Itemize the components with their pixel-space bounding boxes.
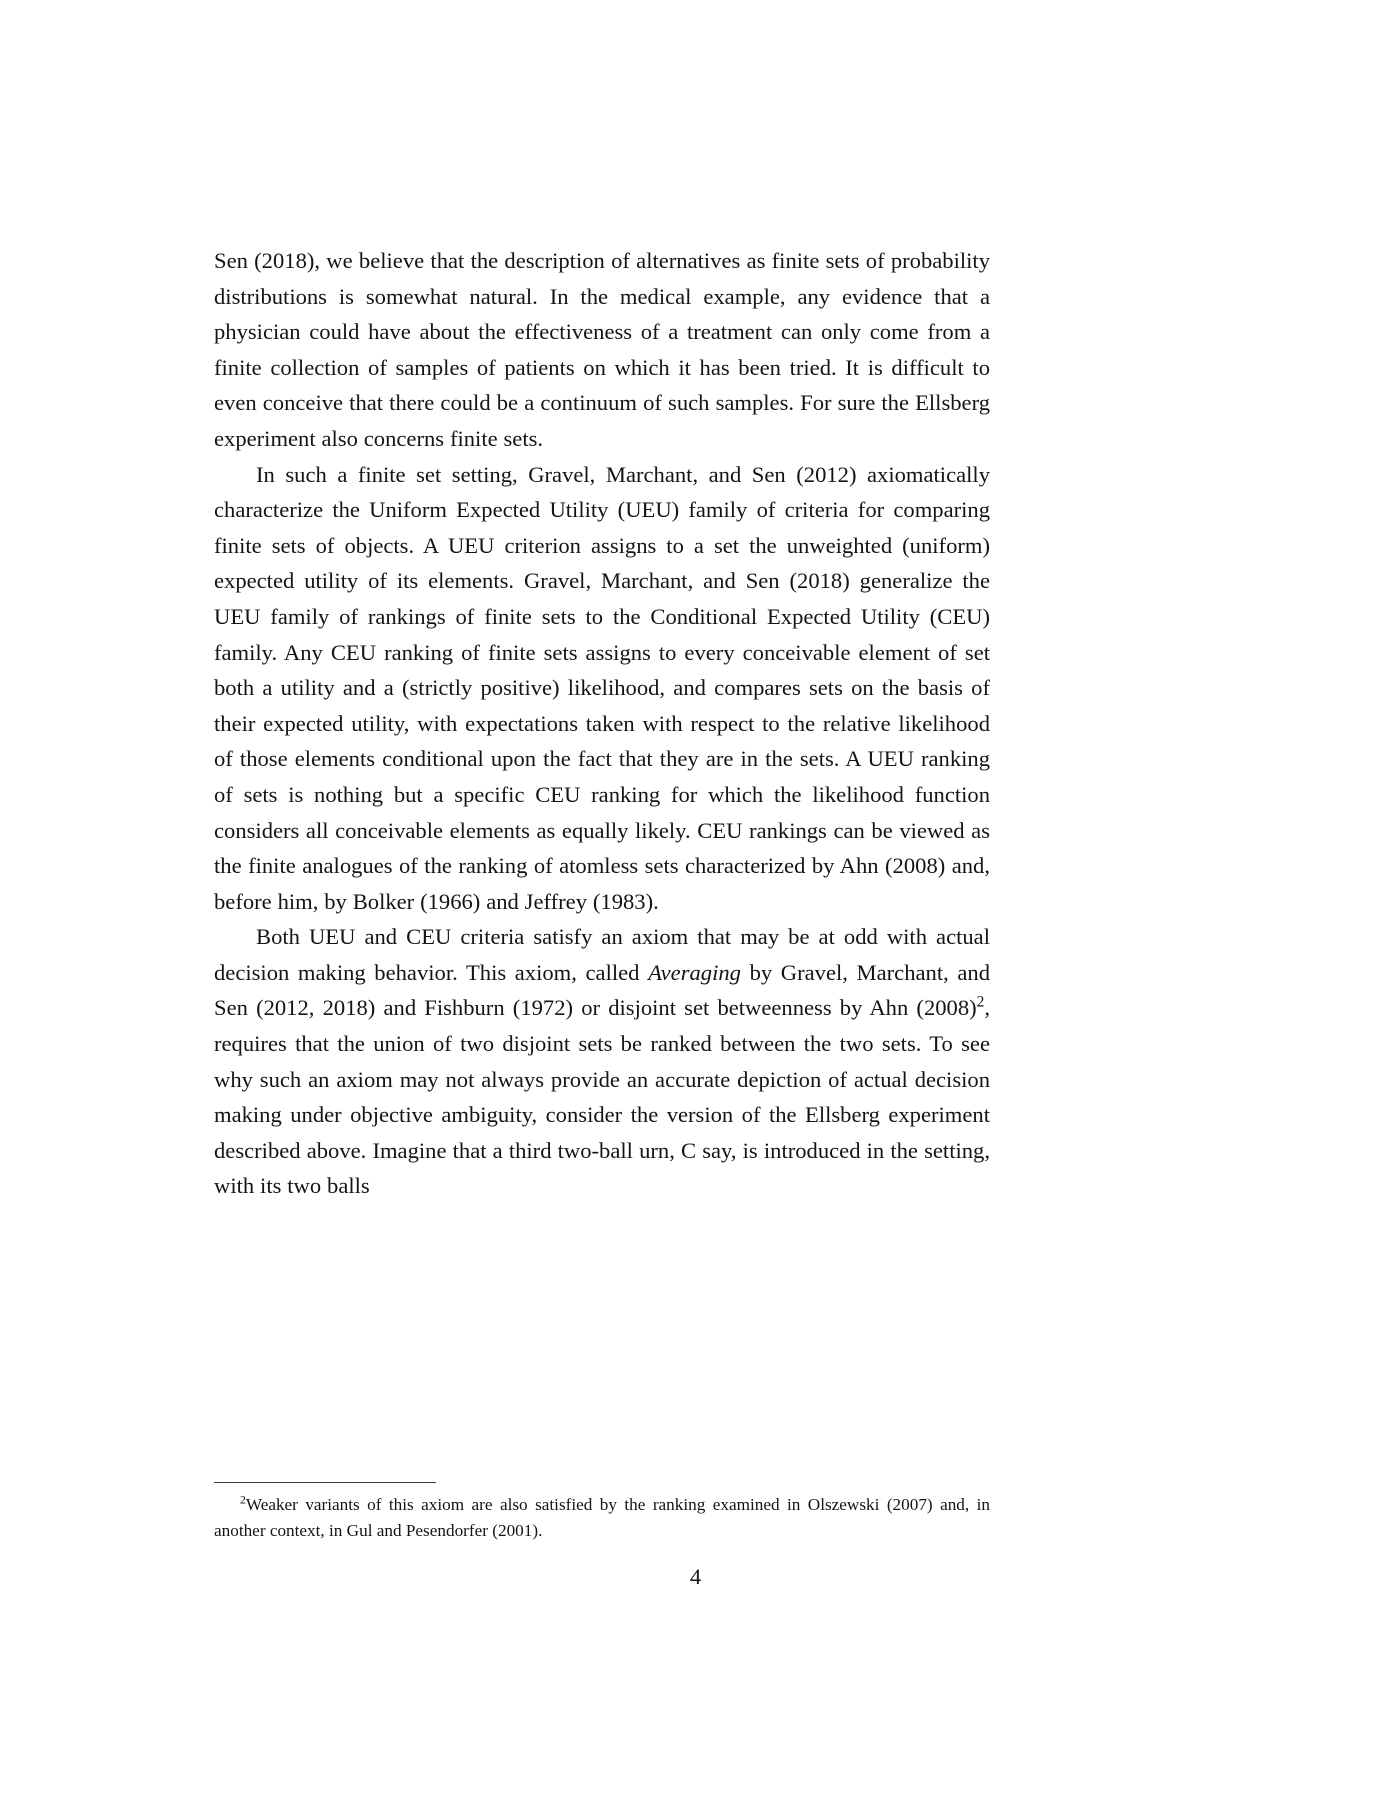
footnote-separator-rule (214, 1482, 436, 1483)
main-text-column (214, 243, 990, 1204)
paragraph-3-segment-1: Both UEU and CEU criteria satisfy an axiom that may be at odd with actual decision making behavior. This axiom, called (214, 924, 990, 985)
footnote-body-text: Weaker variants of this axiom are also satisfied by the ranking examined in Olszewski (2007) and, in another context, in Gul and Pesendorfer (2001). (214, 1495, 990, 1540)
footnote-entry (214, 1492, 990, 1543)
paragraph-2: In such a finite set setting, Gravel, Marchant, and Sen (2012) axiomatically characterize the Uniform Expected Utility (UEU) family of criteria for comparing finite sets of objects. A UEU criterion assigns to a set the unweighted (uniform) expected utility of its elements. Gravel, Marchant, and Sen (2018) generalize the UEU family of rankings of finite sets to the Conditional Expected Utility (CEU) family. Any CEU ranking of finite sets assigns to every conceivable element of set both a utility and a (strictly positive) likelihood, and compares sets on the basis of their expected utility, with expectations taken with respect to the relative likelihood of those elements conditional upon the fact that they are in the sets. A UEU ranking of sets is nothing but a specific CEU ranking for which the likelihood function considers all conceivable elements as equally likely. CEU rankings can be viewed as the finite analogues of the ranking of atomless sets characterized by Ahn (2008) and, before him, by Bolker (1966) and Jeffrey (1983). (214, 461, 990, 914)
footnote-reference-marker[interactable]: 2 (976, 993, 985, 1011)
paragraph-3 (214, 919, 990, 1204)
footnote-number: 2 (240, 1493, 246, 1507)
page-number: 4 (689, 1564, 702, 1589)
footnote-block (214, 1482, 990, 1543)
paragraph-3-segment-3: , requires that the union of two disjoint sets be ranked between the two sets. To see why such an axiom may not always provide an accurate depiction of actual decision making under objective ambiguity, consider the version of the Ellsberg experiment described above. Imagine that a third two-ball urn, C say, is introduced in the setting, with its two balls (214, 995, 990, 1199)
averaging-emphasis: Averaging (648, 959, 741, 985)
paragraph-1: Sen (2018), we believe that the description of alternatives as finite sets of probability distributions is somewhat natural. In the medical example, any evidence that a physician could have about the effectiveness of a treatment can only come from a finite collection of samples of patients on which it has been tried. It is difficult to even conceive that there could be a continuum of such samples. For sure the Ellsberg experiment also concerns finite sets. (214, 248, 990, 451)
paragraph-3-segment-2: by Gravel, Marchant, and Sen (2012, 2018) and Fishburn (1972) or disjoint set betweenness by Ahn (2008) (214, 959, 990, 1021)
